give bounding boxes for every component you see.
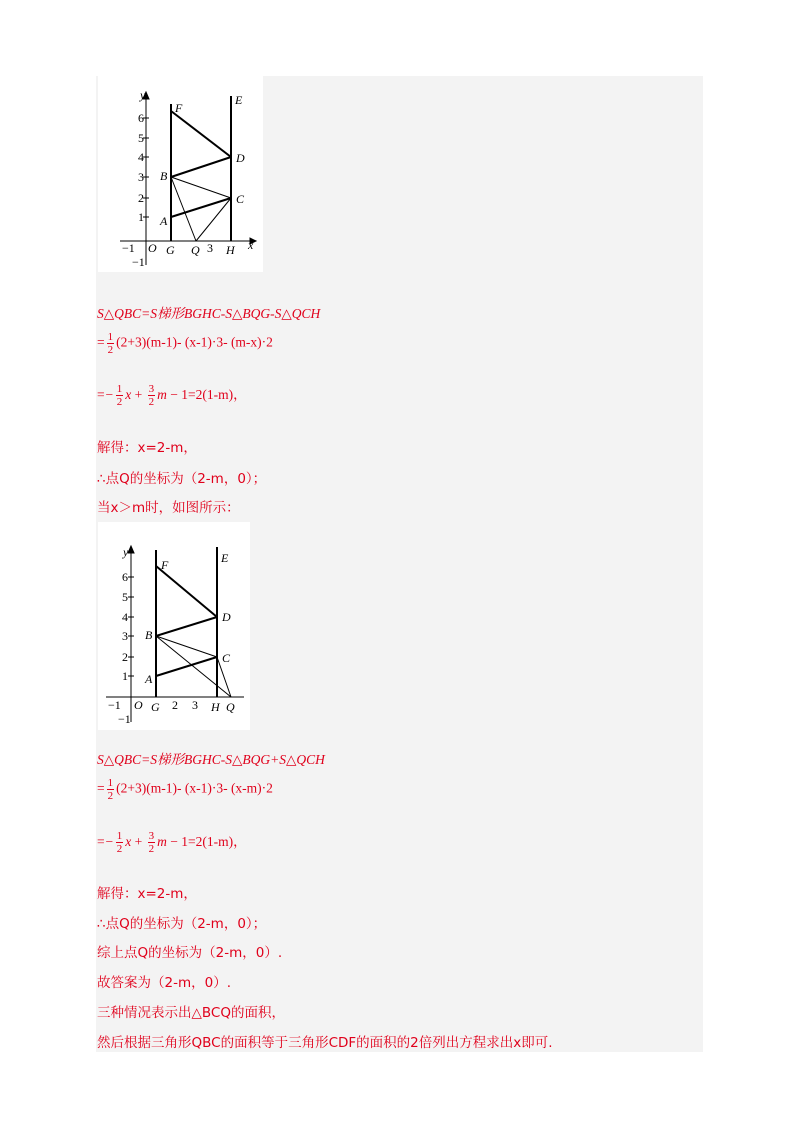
case2-area-formula: S△QBC=S梯形BGHC-S△BQG+S△QCH bbox=[97, 752, 325, 767]
case2-conclusion: ∴点Q的坐标为（2-m，0）； bbox=[97, 916, 267, 932]
y-tick-3: 3 bbox=[138, 170, 144, 184]
y-tick-4: 4 bbox=[122, 610, 128, 624]
y-tick-2: 2 bbox=[122, 650, 128, 664]
point-G: G bbox=[151, 700, 160, 714]
point-H: H bbox=[226, 243, 235, 257]
point-B: B bbox=[145, 628, 153, 642]
summary-method-1: 三种情况表示出△BCQ的面积， bbox=[97, 1005, 285, 1021]
y-tick-neg1: −1 bbox=[132, 255, 145, 269]
y-tick-6: 6 bbox=[122, 570, 128, 584]
y-axis-label: y bbox=[140, 88, 146, 102]
y-tick-5: 5 bbox=[138, 131, 144, 145]
y-tick-6: 6 bbox=[138, 111, 144, 125]
case2-simplified: =− $\frac{1}{2}$ x + $\frac{3}{2}$ m − 1=2(1-m)， bbox=[97, 830, 247, 856]
point-B: B bbox=[160, 169, 168, 183]
case1-conclusion: ∴点Q的坐标为（2-m，0）； bbox=[97, 471, 267, 487]
point-Q: Q bbox=[191, 243, 200, 257]
x-axis-label: x bbox=[248, 238, 254, 252]
y-tick-neg1: −1 bbox=[118, 712, 131, 726]
point-E: E bbox=[221, 551, 229, 565]
point-C: C bbox=[236, 192, 245, 206]
y-tick-5: 5 bbox=[122, 590, 128, 604]
point-F: F bbox=[175, 101, 183, 115]
x-tick-3: 3 bbox=[207, 241, 213, 255]
x-tick-neg1: −1 bbox=[122, 241, 135, 255]
x-tick-3: 3 bbox=[192, 698, 198, 712]
case2-expression: = $\frac{1}{2}$ (2+3)(m-1)- (x-1)·3- (x-m)·2 bbox=[97, 777, 273, 802]
point-H: H bbox=[211, 700, 220, 714]
point-C: C bbox=[222, 651, 231, 665]
y-tick-1: 1 bbox=[122, 669, 128, 683]
case2-solve: 解得：x=2-m， bbox=[97, 886, 197, 902]
y-tick-3: 3 bbox=[122, 629, 128, 643]
y-axis-label: y bbox=[123, 545, 129, 559]
summary-combined: 综上点Q的坐标为（2-m，0）. bbox=[97, 945, 283, 961]
x-tick-neg1: −1 bbox=[108, 698, 121, 712]
case2-intro: 当x＞m时，如图所示： bbox=[97, 500, 240, 516]
point-F: F bbox=[161, 558, 169, 572]
case1-area-formula: S△QBC=S梯形BGHC-S△BQG-S△QCH bbox=[97, 306, 321, 321]
summary-answer: 故答案为（2-m，0）. bbox=[97, 975, 231, 991]
case1-simplified: =− $\frac{1}{2}$ x + $\frac{3}{2}$ m − 1=2(1-m)， bbox=[97, 383, 247, 409]
point-E: E bbox=[235, 93, 243, 107]
y-tick-4: 4 bbox=[138, 150, 144, 164]
point-A: A bbox=[160, 214, 168, 228]
point-D: D bbox=[236, 151, 245, 165]
y-tick-1: 1 bbox=[138, 210, 144, 224]
summary-method-2: 然后根据三角形QBC的面积等于三角形CDF的面积的2倍列出方程求出x即可. bbox=[97, 1035, 553, 1051]
point-G: G bbox=[166, 243, 175, 257]
x-tick-2: 2 bbox=[172, 698, 178, 712]
point-Q: Q bbox=[226, 700, 235, 714]
point-D: D bbox=[222, 610, 231, 624]
y-tick-2: 2 bbox=[138, 191, 144, 205]
case1-expression: = $\frac{1}{2}$ (2+3)(m-1)- (x-1)·3- (m-x)·2 bbox=[97, 331, 273, 356]
figure-case-1 bbox=[98, 76, 263, 272]
point-A: A bbox=[145, 672, 153, 686]
figure-case-2 bbox=[98, 522, 250, 730]
origin-label: O bbox=[134, 698, 143, 712]
case1-solve: 解得：x=2-m， bbox=[97, 440, 197, 456]
origin-label: O bbox=[148, 241, 157, 255]
